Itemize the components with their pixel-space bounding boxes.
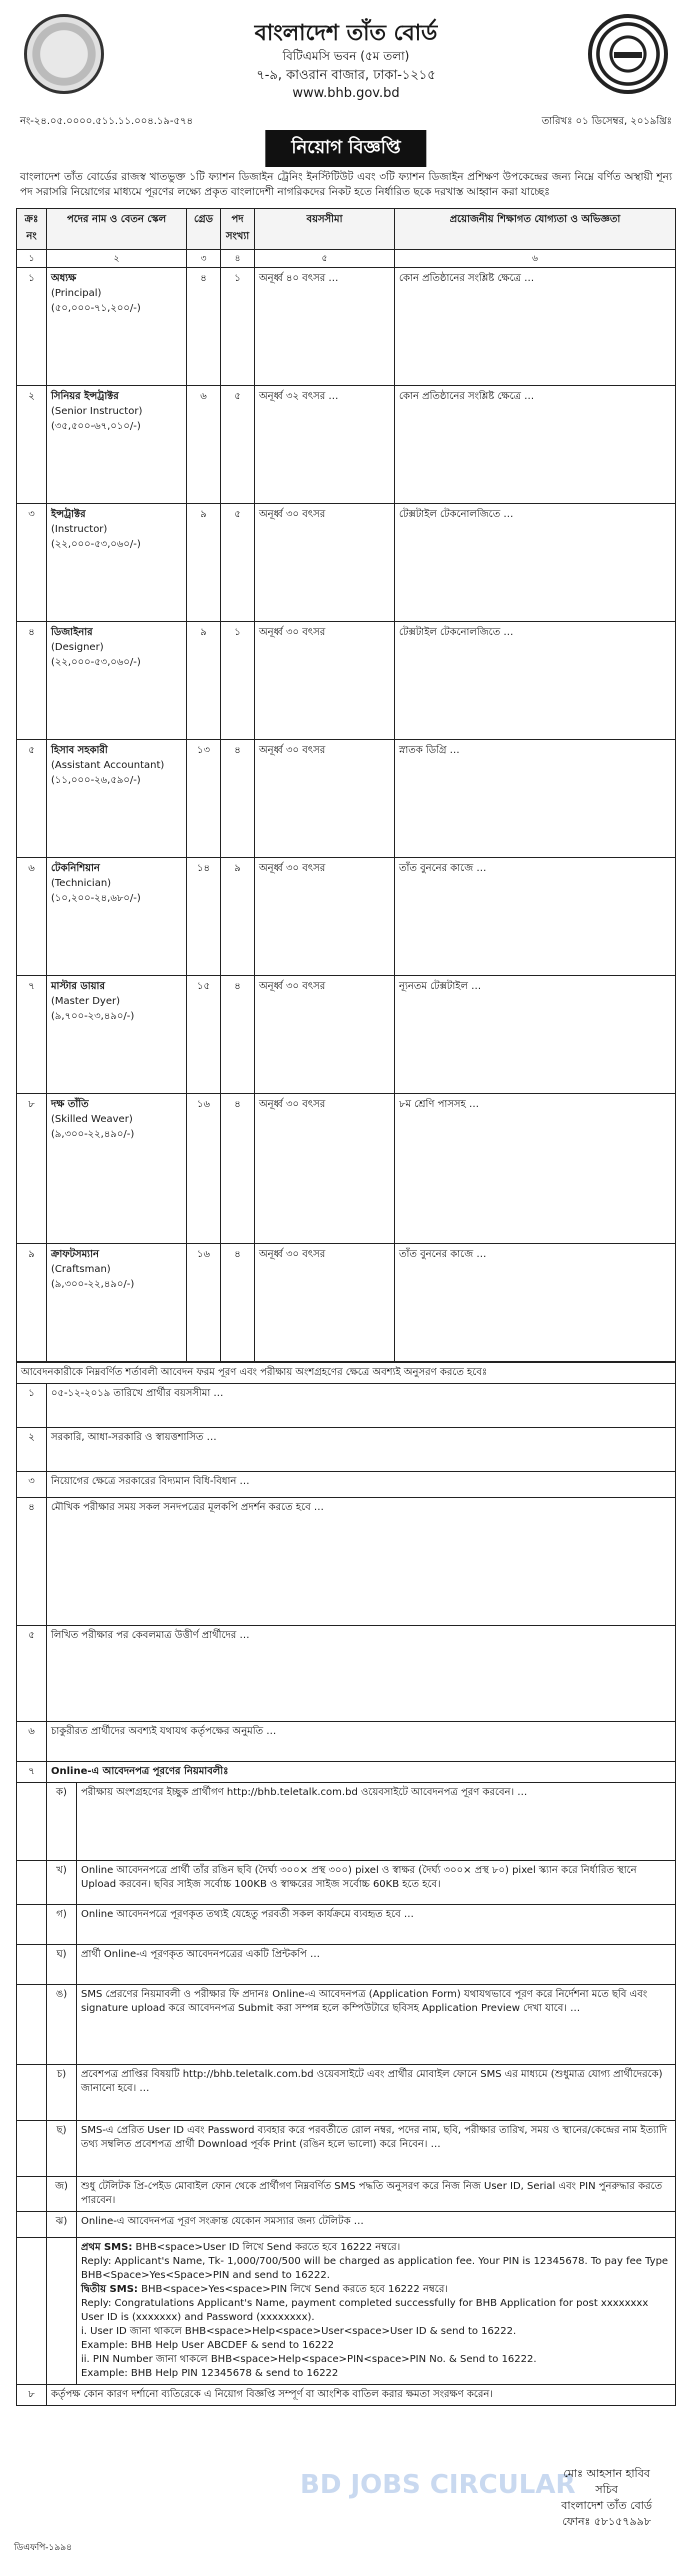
row-serial: ৪ [17,622,47,740]
notes-body [17,1384,676,1762]
issue-date: তারিখঃ ০১ ডিসেম্বর, ২০১৯খ্রিঃ [541,116,672,127]
online-serial: ৭ [17,1762,47,1783]
row-age-limit: অনূর্ধ্ব ৩০ বৎসর [255,1244,395,1362]
memo-number: নং-২৪.০৫.০০০০.৫১১.১১.০০৪.১৯-৫৭৪ [20,116,193,127]
online-item-text: Online-এ আবেদনপত্র পূরণ সংক্রান্ত যেকোন সমস্যার জন্য টেলিটক … [77,2212,676,2238]
row-serial: ৩ [17,504,47,622]
row-post-count: ৪ [221,1094,255,1244]
post-name-en: (Technician) [51,878,112,889]
online-item-row [17,2177,676,2212]
row-serial: ৫ [17,740,47,858]
online-item-text: SMS-এ প্রেরিত User ID এবং Password ব্যবহার করে পরবর্তীতে রোল নম্বর, পদের নাম, ছবি, পরীক্ষার তারিখ, সময় ও স্থানের/কেন্দ্রের নাম ইত্যাদি তথ্য সম্বলিত প্রবেশপত্র প্রার্থী Download পূর্বক Print (রঙিন হলে ভালো) করে নিবেন। … [77,2121,676,2177]
org-website[interactable]: www.bhb.gov.bd [292,86,400,101]
post-name-en: (Assistant Accountant) [51,760,165,771]
table-row [17,740,676,858]
row-grade: ১৫ [187,976,221,1094]
row-post [47,622,187,740]
row-post-count: ৪ [221,976,255,1094]
online-item-serial: খ) [47,1861,77,1905]
online-item-serial: গ) [47,1905,77,1945]
row-post [47,1094,187,1244]
note-serial: ৬ [17,1722,47,1762]
note-row [17,1472,676,1498]
note-text: সরকারি, আধা-সরকারি ও স্বায়ত্তশাসিত … [47,1428,676,1472]
pay-scale: (২২,০০০-৫৩,০৬০/-) [51,539,141,550]
signatory-org: বাংলাদেশ তাঁত বোর্ড [561,2499,652,2512]
post-name-en: (Master Dyer) [51,996,121,1007]
notes-intro-row [17,1363,676,1384]
org-building: বিটিএমসি ভবন (৫ম তলা) [282,49,410,63]
header [16,14,676,164]
row-post-count: ৯ [221,858,255,976]
watermark: BD JOBS CIRCULAR [300,2470,576,2500]
pay-scale: (৯,৭০০-২৩,৪৯০/-) [51,1011,135,1022]
notice-title: নিয়োগ বিজ্ঞপ্তি [265,130,426,167]
row-post [47,976,187,1094]
online-items-body [17,1783,676,2238]
pay-scale: (১১,০০০-২৬,৫৯০/-) [51,775,141,786]
note-row [17,1428,676,1472]
online-item-text: শুধু টেলিটক প্রি-পেইড মোবাইল ফোন থেকে প্রার্থীগণ নিম্নবর্ণিত SMS পদ্ধতি অনুসরণ করে নিজ নিজ User ID, Serial এবং PIN পুনরুদ্ধার করতে পারবেন। [77,2177,676,2212]
table-row [17,622,676,740]
post-name-en: (Instructor) [51,524,108,535]
row-grade: ১৪ [187,858,221,976]
online-item-row [17,2212,676,2238]
row-post [47,386,187,504]
header-qualification: প্রয়োজনীয় শিক্ষাগত যোগ্যতা ও অভিজ্ঞতা [395,209,676,250]
row-qualification: টেক্সটাইল টেকনোলজিতে … [395,504,676,622]
header-post-count: পদ সংখ্যা [221,209,255,250]
vacancy-table-body [17,268,676,1362]
second-sms-label: দ্বিতীয় SMS: [81,2284,138,2295]
online-item-text: প্রবেশপত্র প্রাপ্তির বিষয়টি http://bhb.teletalk.com.bd ওয়েবসাইটে এবং প্রার্থীর মোবাইল ফোনে SMS এর মাধ্যমে (শুধুমাত্র যোগ্য প্রার্থীদেরকে) জানানো হবে। … [77,2065,676,2121]
row-grade: ১৬ [187,1244,221,1362]
row-age-limit: অনূর্ধ্ব ৩০ বৎসর [255,976,395,1094]
note-row [17,1384,676,1428]
index-cell: ৫ [255,250,395,268]
notes-intro: আবেদনকারীকে নিম্নবর্ণিত শর্তাবলী আবেদন ফরম পূরণ এবং পরীক্ষায় অংশগ্রহণের ক্ষেত্রে অবশ্যই অনুসরণ করতে হবেঃ [17,1363,676,1384]
post-name-en: (Skilled Weaver) [51,1114,133,1125]
row-serial: ২ [17,386,47,504]
online-item-serial: ছ) [47,2121,77,2177]
online-item-text: Online আবেদনপত্রে প্রার্থী তাঁর রঙিন ছবি (দৈর্ঘ্য ৩০০× প্রস্থ ৩০০) pixel ও স্বাক্ষর (দৈর্ঘ্য ৩০০× প্রস্থ ৮০) pixel স্ক্যান করে নির্ধারিত স্থানে Upload করবেন। ছবির সাইজ সর্বোচ্চ 100KB ও স্বাক্ষরের সাইজ সর্বোচ্চ 60KB হতে হবে। [77,1861,676,1905]
row-post-count: ৪ [221,1244,255,1362]
signature-block [561,2466,652,2530]
index-cell: ১ [17,250,47,268]
row-qualification: তাঁত বুননের কাজে … [395,858,676,976]
row-qualification: তাঁত বুননের কাজে … [395,1244,676,1362]
post-name-bn: ইন্সট্রাক্টর [51,509,86,520]
post-name-bn: টেকনিশিয়ান [51,863,100,874]
post-name-bn: হিসাব সহকারী [51,745,108,756]
row-qualification: ন্যূনতম টেক্সটাইল … [395,976,676,1094]
post-name-bn: অধ্যক্ষ [51,273,77,284]
org-address: ৭-৯, কাওরান বাজার, ঢাকা-১২১৫ [256,68,436,83]
post-name-bn: ডিজাইনার [51,627,93,638]
note-text: চাকুরীরত প্রার্থীদের অবশ্যই যথাযথ কর্তৃপক্ষের অনুমতি … [47,1722,676,1762]
row-serial: ৬ [17,858,47,976]
pay-scale: (৩৫,৫০০-৬৭,০১০/-) [51,421,141,432]
first-sms-reply: Reply: Applicant's Name, Tk- 1,000/700/500 will be charged as application fee. Your PIN is 12345678. To pay fee Type BHB<Space>Yes<Space>PIN and send to 16222. [81,2256,669,2281]
pay-scale: (৯,৩০০-২২,৪৯০/-) [51,1279,135,1290]
note-serial: ৫ [17,1626,47,1722]
recover-pin-example: Example: BHB Help PIN 12345678 & send to 16222 [81,2368,339,2379]
online-item-serial: ঘ) [47,1945,77,1985]
row-post [47,858,187,976]
row-post [47,504,187,622]
online-item-text: পরীক্ষায় অংশগ্রহণের ইচ্ছুক প্রার্থীগণ http://bhb.teletalk.com.bd ওয়েবসাইটে আবেদনপত্র পূরণ করবেন। … [77,1783,676,1861]
pay-scale: (২২,০০০-৫৩,০৬০/-) [51,657,141,668]
row-age-limit: অনূর্ধ্ব ৩২ বৎসর … [255,386,395,504]
pay-scale: (৯,৩০০-২২,৪৯০/-) [51,1129,135,1140]
post-name-bn: সিনিয়র ইন্সট্রাক্টর [51,391,119,402]
row-serial: ৯ [17,1244,47,1362]
online-item-row [17,1905,676,1945]
row-serial: ১ [17,268,47,386]
post-name-bn: ক্রাফটসম্যান [51,1249,99,1260]
table-header-row [17,209,676,250]
online-title: Online-এ আবেদনপত্র পূরণের নিয়মাবলীঃ [47,1762,676,1783]
note-row [17,1722,676,1762]
online-item-serial: চ) [47,2065,77,2121]
intro-paragraph: বাংলাদেশ তাঁত বোর্ডের রাজস্ব খাতভুক্ত ১টি ফ্যাশন ডিজাইন ট্রেনিং ইনস্টিটিউট এবং ৩টি ফ্যাশন ডিজাইন প্রশিক্ষণ উপকেন্দ্রের জন্য নিম্নে বর্ণিত অস্থায়ী শূন্য পদ সরাসরি নিয়োগের মাধ্যমে পূরণের লক্ষ্যে প্রকৃত বাংলাদেশী নাগরিকদের নিকট হতে নির্ধারিত ছকে দরখাস্ত আহ্বান করা যাচ্ছেঃ [20,171,672,198]
signatory-name: মোঃ আহসান হাবিব [563,2467,650,2480]
row-grade: ১৬ [187,1094,221,1244]
row-grade: ৬ [187,386,221,504]
online-item-text: SMS প্রেরণের নিয়মাবলী ও পরীক্ষার ফি প্রদানঃ Online-এ আবেদনপত্র (Application Form) যথাযথভাবে পূরণ করে নির্দেশনা মতে ছবি এবং signature upload করে আবেদনপত্র Submit করা সম্পন্ন হলে কম্পিউটারে ছবিসহ Application Preview দেখা যাবে। … [77,1985,676,2065]
table-row [17,504,676,622]
last-note-row [17,2385,676,2406]
row-post-count: ৫ [221,504,255,622]
row-grade: ৯ [187,504,221,622]
footer-code: ডিএফপি-১৯৯৪ [14,2543,72,2553]
first-sms-text: BHB<space>User ID লিখে Send করতে হবে 16222 নম্বরে। [135,2242,401,2253]
online-item-row [17,1985,676,2065]
row-serial: ৮ [17,1094,47,1244]
table-row [17,858,676,976]
note-text: লিখিত পরীক্ষার পর কেবলমাত্র উত্তীর্ণ প্রার্থীদের … [47,1626,676,1722]
online-item-text: প্রার্থী Online-এ পূরণকৃত আবেদনপত্রের একটি প্রিন্টকপি … [77,1945,676,1985]
row-grade: ৪ [187,268,221,386]
row-age-limit: অনূর্ধ্ব ৩০ বৎসর [255,858,395,976]
online-item-serial: জ) [47,2177,77,2212]
row-post-count: ১ [221,268,255,386]
vacancy-table [16,208,676,1362]
online-item-row [17,1783,676,1861]
header-grade: গ্রেড [187,209,221,250]
online-item-row [17,2065,676,2121]
note-serial: ৩ [17,1472,47,1498]
note-serial: ২ [17,1428,47,1472]
header-age-limit: বয়সসীমা [255,209,395,250]
row-age-limit: অনূর্ধ্ব ৩০ বৎসর [255,504,395,622]
recover-pin: ii. PIN Number জানা থাকলে BHB<space>Help<space>PIN<space>PIN No. & Send to 16222. [81,2354,537,2365]
recover-user-id: i. User ID জানা থাকলে BHB<space>Help<space>User<space>User ID & send to 16222. [81,2326,517,2337]
table-row [17,386,676,504]
note-text: ০৫-১২-২০১৯ তারিখে প্রার্থীর বয়সসীমা … [47,1384,676,1428]
online-item-serial: ঙ) [47,1985,77,2065]
table-row [17,976,676,1094]
second-sms-reply: Reply: Congratulations Applicant's Name, payment completed successfully for BHB Application for post xxxxxxxx User ID is (xxxxxxx) and Password (xxxxxxxx). [81,2298,649,2323]
note-serial: ৪ [17,1498,47,1626]
online-item-serial: ঝ) [47,2212,77,2238]
row-post [47,268,187,386]
signatory-phone: ফোনঃ ৫৮১৫৭৯৯৮ [562,2515,652,2528]
online-item-text: Online আবেদনপত্রে পূরণকৃত তথ্যই যেহেতু পরবর্তী সকল কার্যক্রমে ব্যবহৃত হবে … [77,1905,676,1945]
table-row [17,268,676,386]
row-qualification: কোন প্রতিষ্ঠানের সংশ্লিষ্ট ক্ষেত্রে … [395,386,676,504]
recover-user-id-example: Example: BHB Help User ABCDEF & send to 16222 [81,2340,334,2351]
post-name-en: (Senior Instructor) [51,406,143,417]
post-name-en: (Designer) [51,642,104,653]
table-row [17,1244,676,1362]
row-serial: ৭ [17,976,47,1094]
last-note-text: কর্তৃপক্ষ কোন কারণ দর্শানো ব্যতিরেকে এ নিয়োগ বিজ্ঞপ্তি সম্পূর্ণ বা আংশিক বাতিল করার ক্ষমতা সংরক্ষণ করেন। [47,2385,676,2406]
pay-scale: (৫০,০০০-৭১,২০০/-) [51,303,141,314]
index-cell: ২ [47,250,187,268]
row-post [47,1244,187,1362]
table-row [17,1094,676,1244]
note-row [17,1498,676,1626]
index-cell: ৩ [187,250,221,268]
note-text: নিয়োগের ক্ষেত্রে সরকারের বিদ্যমান বিধি-বিধান … [47,1472,676,1498]
row-post [47,740,187,858]
online-item-row [17,1945,676,1985]
notes-table [16,1362,676,2406]
table-index-row [17,250,676,268]
note-text: মৌখিক পরীক্ষার সময় সকল সনদপত্রের মূলকপি প্রদর্শন করতে হবে … [47,1498,676,1626]
post-name-en: (Craftsman) [51,1264,111,1275]
row-age-limit: অনূর্ধ্ব ৩০ বৎসর [255,740,395,858]
row-qualification: ৮ম শ্রেণি পাসসহ … [395,1094,676,1244]
last-note-serial: ৮ [17,2385,47,2406]
header-serial: ক্রঃ নং [17,209,47,250]
online-item-serial: ক) [47,1783,77,1861]
row-age-limit: অনূর্ধ্ব ৪০ বৎসর … [255,268,395,386]
row-grade: ৯ [187,622,221,740]
header-post-name: পদের নাম ও বেতন স্কেল [47,209,187,250]
online-item-row [17,2121,676,2177]
second-sms-text: BHB<space>Yes<space>PIN লিখে Send করতে হবে 16222 নম্বরে। [141,2284,448,2295]
row-post-count: ৪ [221,740,255,858]
pay-scale: (১০,২০০-২৪,৬৮০/-) [51,893,141,904]
sms-instructions [77,2238,676,2385]
row-age-limit: অনূর্ধ্ব ৩০ বৎসর [255,622,395,740]
row-post-count: ১ [221,622,255,740]
row-age-limit: অনূর্ধ্ব ৩০ বৎসর [255,1094,395,1244]
row-qualification: কোন প্রতিষ্ঠানের সংশ্লিষ্ট ক্ষেত্রে … [395,268,676,386]
first-sms-label: প্রথম SMS: [81,2242,133,2253]
row-qualification: স্নাতক ডিগ্রি … [395,740,676,858]
row-qualification: টেক্সটাইল টেকনোলজিতে … [395,622,676,740]
row-post-count: ৫ [221,386,255,504]
org-name: বাংলাদেশ তাঁত বোর্ড [254,20,438,46]
row-grade: ১৩ [187,740,221,858]
note-row [17,1626,676,1722]
signatory-designation: সচিব [595,2483,618,2496]
online-item-row [17,1861,676,1905]
post-name-bn: মাস্টার ডায়ার [51,981,105,992]
note-serial: ১ [17,1384,47,1428]
index-cell: ৪ [221,250,255,268]
online-title-row [17,1762,676,1783]
index-cell: ৬ [395,250,676,268]
post-name-bn: দক্ষ তাঁতি [51,1099,89,1110]
sms-row [17,2238,676,2385]
post-name-en: (Principal) [51,288,102,299]
